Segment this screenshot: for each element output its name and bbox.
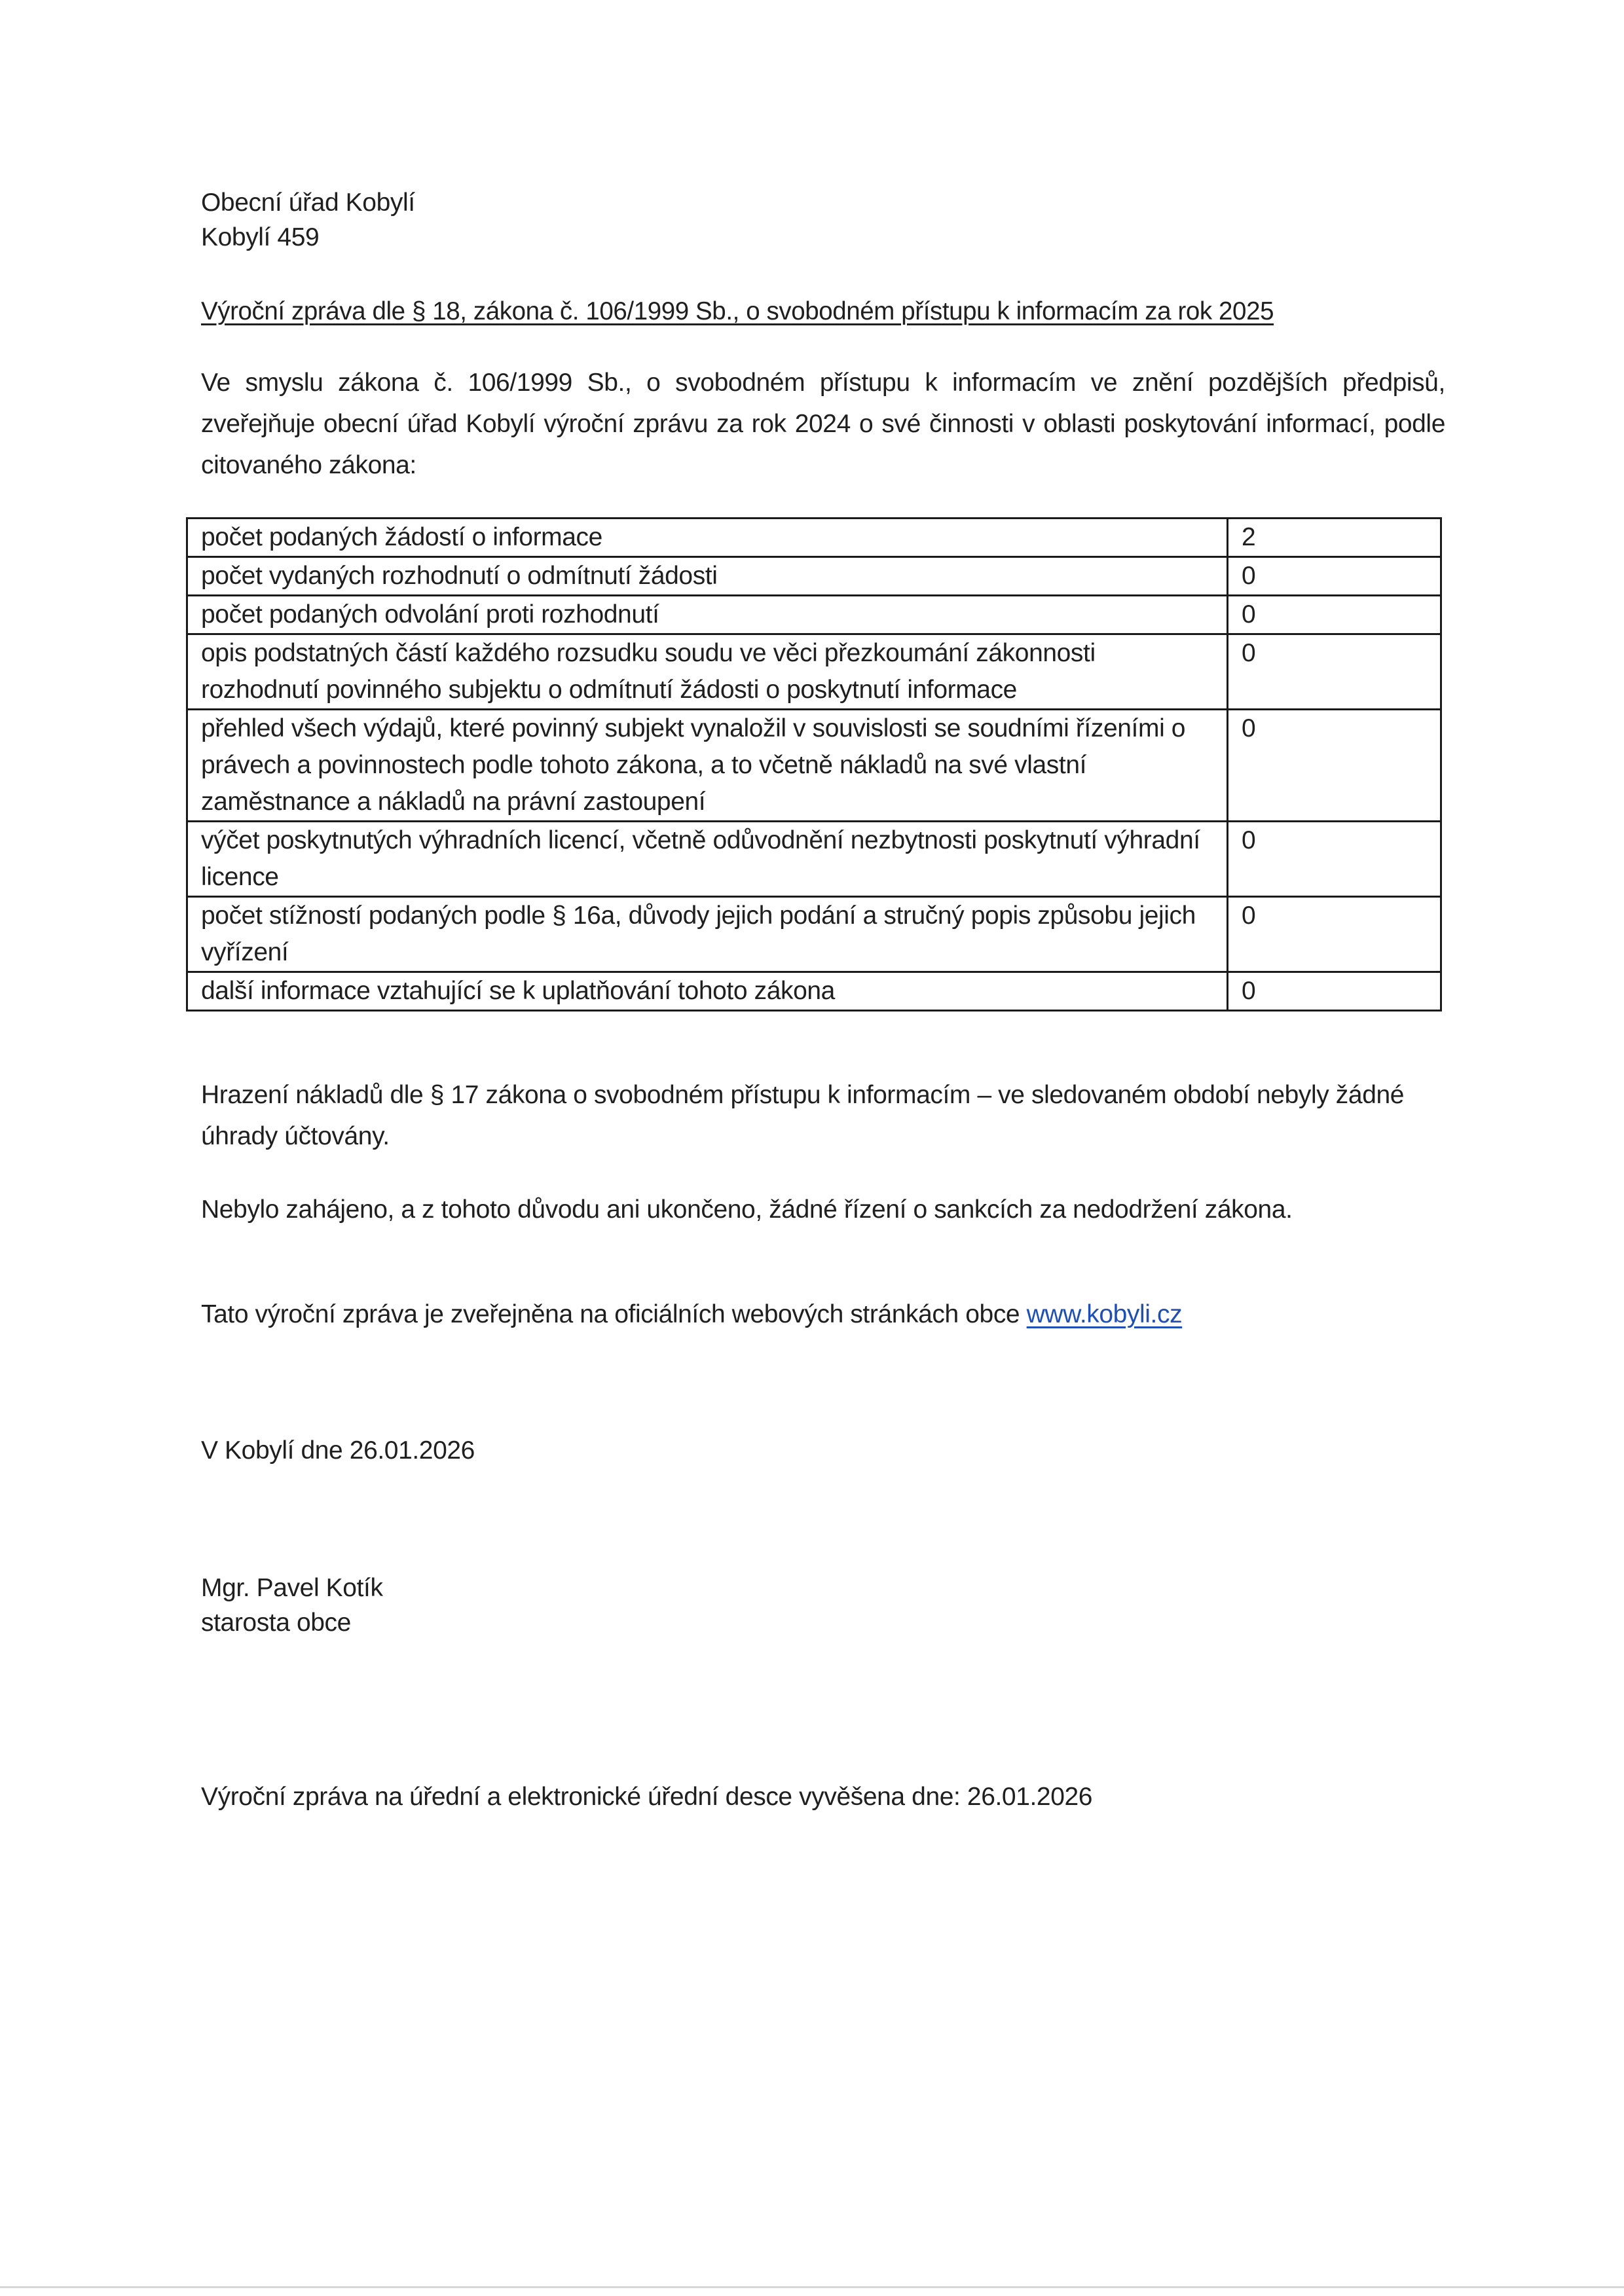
row-value: 0 bbox=[1228, 596, 1441, 634]
row-label: počet podaných odvolání proti rozhodnutí bbox=[187, 596, 1228, 634]
row-value: 0 bbox=[1228, 710, 1441, 822]
table-row bbox=[187, 596, 1441, 634]
signatory-role: starosta obce bbox=[201, 1609, 351, 1637]
table-row bbox=[187, 897, 1441, 972]
row-value: 0 bbox=[1228, 634, 1441, 710]
office-name: Obecní úřad Kobylí bbox=[201, 189, 415, 217]
website-link[interactable]: www.kobyli.cz bbox=[1026, 1300, 1183, 1328]
row-value: 0 bbox=[1228, 897, 1441, 972]
table-row bbox=[187, 972, 1441, 1011]
table-row bbox=[187, 519, 1441, 557]
row-label: přehled všech výdajů, které povinný subjekt vynaložil v souvislosti se soudními řízeními o právech a povinnostech podle tohoto zákona, a to včetně nákladů na své vlastní zaměstnance a nákladů na právní zastoupení bbox=[187, 710, 1228, 822]
signatory-name: Mgr. Pavel Kotík bbox=[201, 1574, 383, 1602]
report-title: Výroční zpráva dle § 18, zákona č. 106/1999 Sb., o svobodném přístupu k informacím za rok 2025 bbox=[201, 297, 1274, 325]
row-label: další informace vztahující se k uplatňování tohoto zákona bbox=[187, 972, 1228, 1011]
table-row bbox=[187, 557, 1441, 596]
intro-paragraph: Ve smyslu zákona č. 106/1999 Sb., o svobodném přístupu k informacím ve znění pozdějších předpisů, zveřejňuje obecní úřad Kobylí výroční zprávu za rok 2024 o své činnosti v oblasti poskytování informací, podle citovaného zákona: bbox=[201, 369, 1445, 479]
row-label: výčet poskytnutých výhradních licencí, včetně odůvodnění nezbytnosti poskytnutí výhradní licence bbox=[187, 822, 1228, 897]
place-and-date: V Kobylí dne 26.01.2026 bbox=[201, 1436, 475, 1465]
costs-paragraph: Hrazení nákladů dle § 17 zákona o svobodném přístupu k informacím – ve sledovaném období nebyly žádné úhrady účtovány. bbox=[201, 1081, 1405, 1150]
row-value: 0 bbox=[1228, 557, 1441, 596]
sanctions-paragraph: Nebylo zahájeno, a z tohoto důvodu ani ukončeno, žádné řízení o sankcích za nedodržení zákona. bbox=[201, 1195, 1293, 1224]
publication-text: Tato výroční zpráva je zveřejněna na oficiálních webových stránkách obce bbox=[201, 1300, 1027, 1328]
row-label: počet vydaných rozhodnutí o odmítnutí žádosti bbox=[187, 557, 1228, 596]
row-label: počet podaných žádostí o informace bbox=[187, 519, 1228, 557]
scan-edge-line bbox=[0, 2286, 1624, 2288]
table-row bbox=[187, 822, 1441, 897]
row-value: 0 bbox=[1228, 822, 1441, 897]
row-label: opis podstatných částí každého rozsudku soudu ve věci přezkoumání zákonnosti rozhodnutí povinného subjektu o odmítnutí žádosti o poskytnutí informace bbox=[187, 634, 1228, 710]
table-row bbox=[187, 634, 1441, 710]
information-table bbox=[186, 517, 1442, 1011]
row-label: počet stížností podaných podle § 16a, důvody jejich podání a stručný popis způsobu jejich vyřízení bbox=[187, 897, 1228, 972]
row-value: 0 bbox=[1228, 972, 1441, 1011]
table-row bbox=[187, 710, 1441, 822]
office-address: Kobylí 459 bbox=[201, 223, 320, 251]
posted-note: Výroční zpráva na úřední a elektronické úřední desce vyvěšena dne: 26.01.2026 bbox=[201, 1783, 1093, 1811]
row-value: 2 bbox=[1228, 519, 1441, 557]
publication-note bbox=[201, 1300, 1182, 1330]
